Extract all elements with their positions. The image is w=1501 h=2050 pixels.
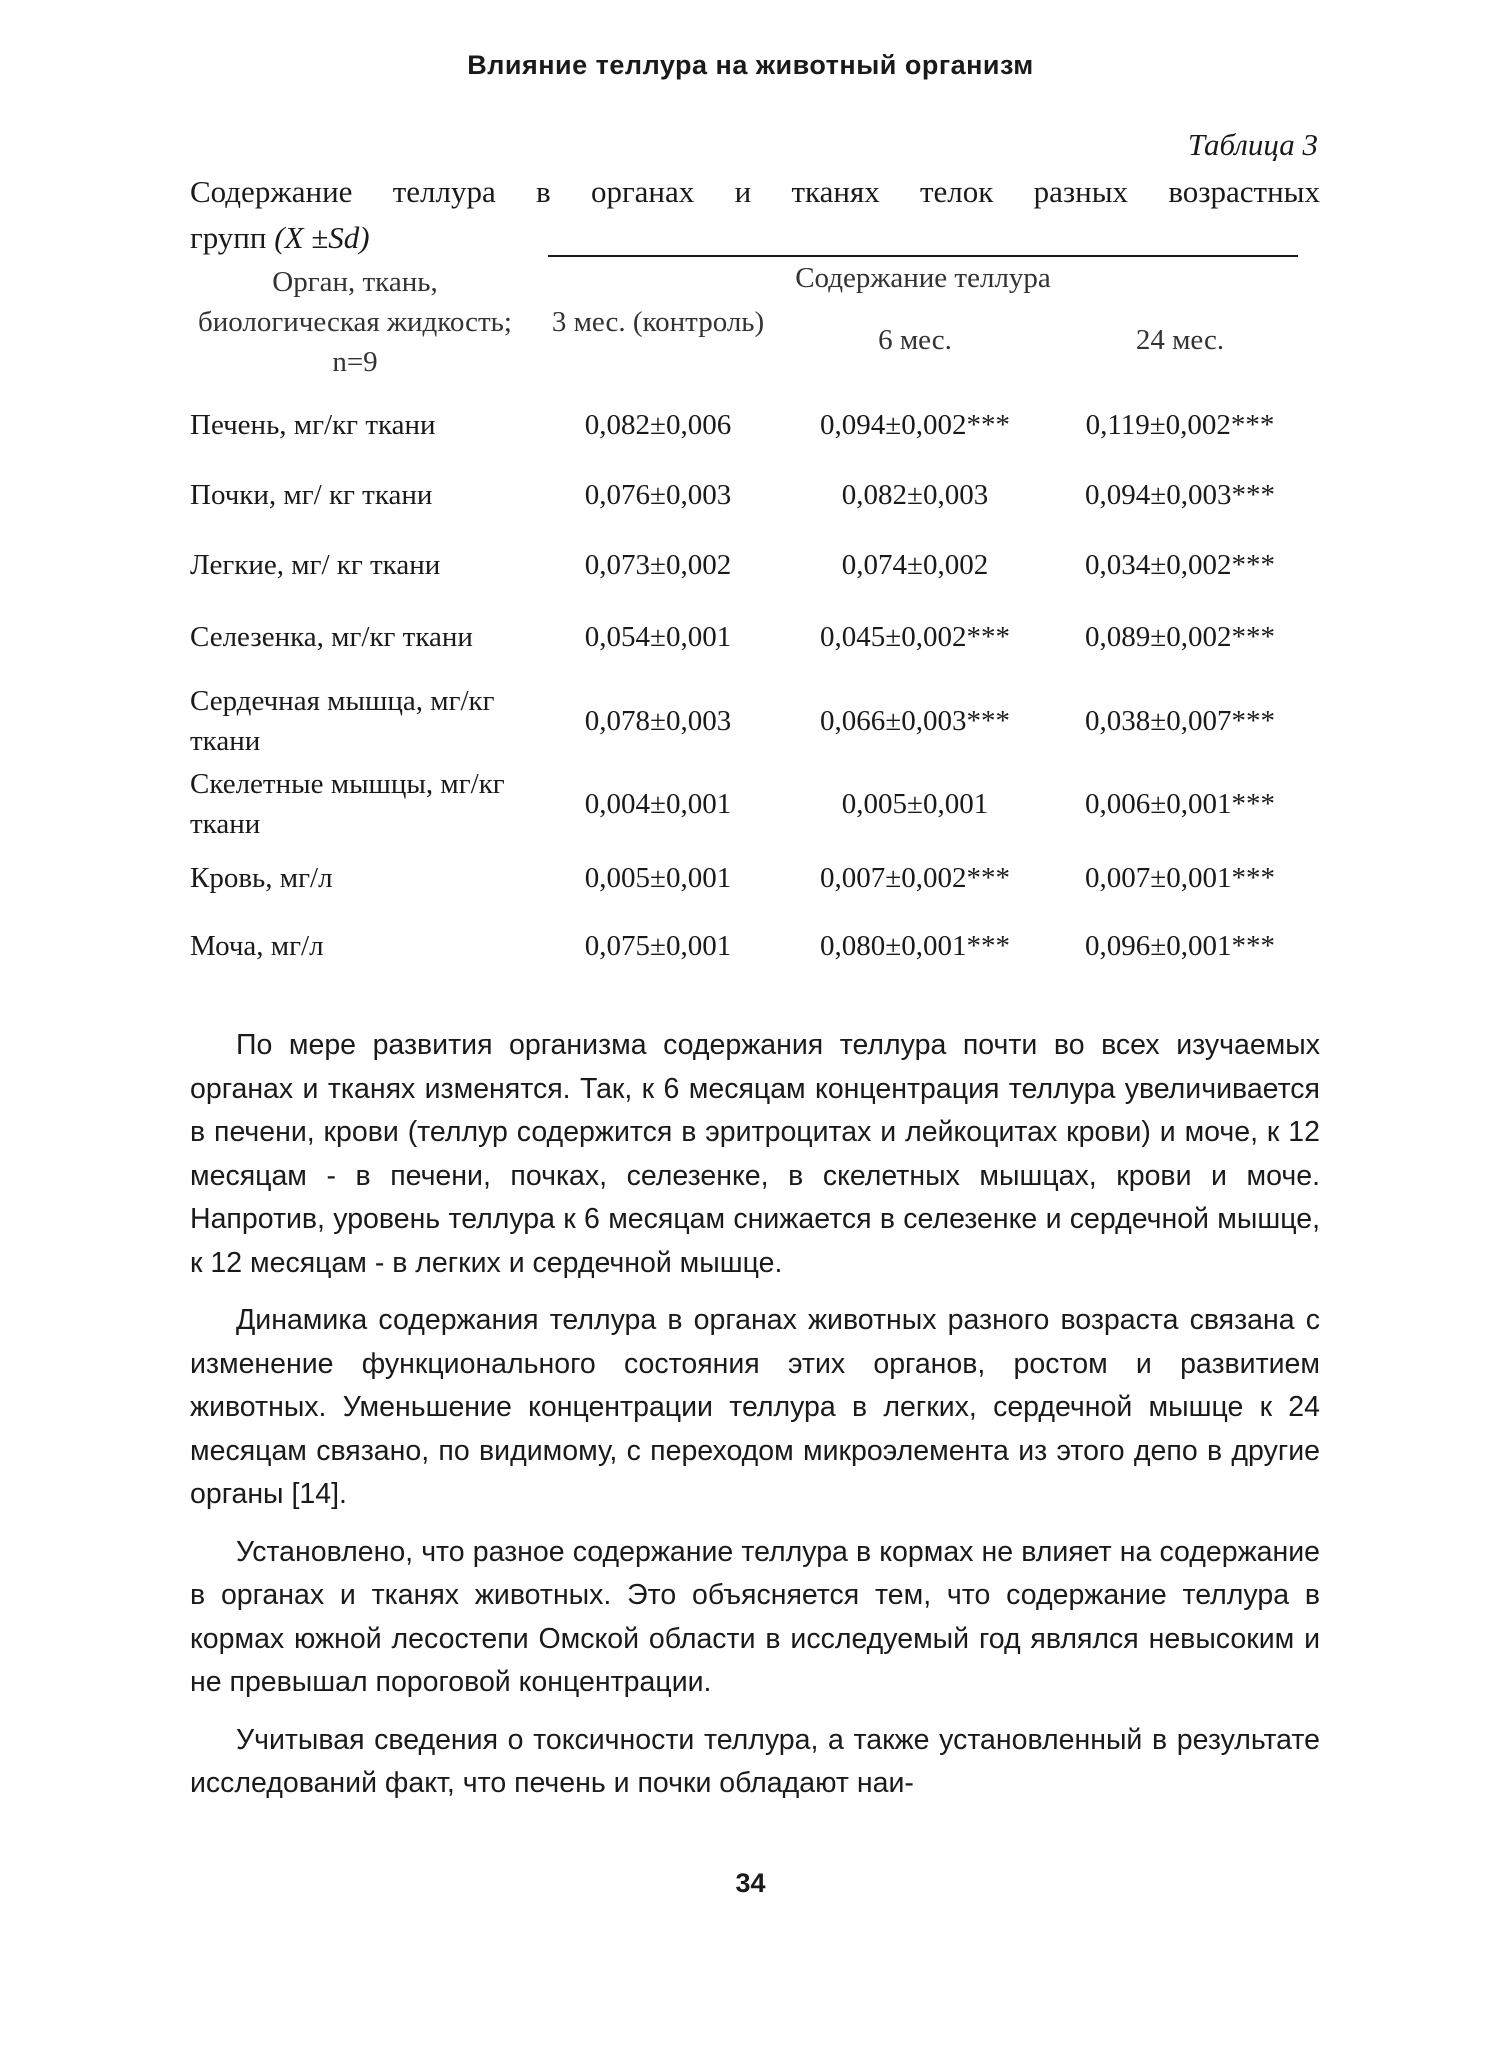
table-row [0,395,1501,455]
paragraph: Установлено, что разное содержание теллура в кормах не влияет на содержание в органах и тканях животных. Это объясняется тем, что содержание теллура в кормах южной лесостепи Омской области в исследуемый год являлся невысоким и не превышал пороговой концентрации. [190,1535,1320,1698]
cell-24-months: 0,089±0,002*** [1085,620,1275,653]
running-title: Влияние теллура на животный организм [467,50,1034,80]
row-organ-name: Легкие, мг/ кг ткани [190,549,441,581]
table-caption: Содержание теллура в органах и тканях телок разных возрастных [190,174,1320,209]
table-row [0,680,1501,762]
row-organ-name: Почки, мг/ кг ткани [190,479,433,511]
cell-6-months: 0,082±0,003 [841,478,989,511]
row-organ-name: Скелетные мышцы, мг/кг ткани [190,768,505,840]
caption-prefix: групп [190,220,275,255]
table-header-rule [548,255,1298,257]
table-row [0,916,1501,976]
cell-24-months: 0,096±0,001*** [1085,929,1275,962]
caption-statistic: (X ±Sd) [274,220,370,255]
table-row [0,763,1501,845]
row-organ-name: Селезенка, мг/кг ткани [190,621,473,653]
cell-3-months: 0,082±0,006 [584,408,732,441]
paragraph: По мере развития организма содержания теллура почти во всех изучаемых органах и тканях изменятся. Так, к 6 месяцам концентрация теллура увеличивается в печени, крови (теллур содержится в эритроцитах и лейкоцитах крови) и моче, к 12 месяцам - в печени, почках, селезенке, в скелетных мышцах, крови и моче. Напротив, уровень теллура к 6 месяцам снижается в селезенке и сердечной мышце, к 12 месяцам - в легких и сердечной мышце. [190,1029,1320,1279]
row-organ-name: Кровь, мг/л [190,862,333,894]
cell-3-months: 0,054±0,001 [584,620,732,653]
body-text [190,1024,1320,1820]
cell-3-months: 0,073±0,002 [584,548,732,581]
column-header-6-months: 6 мес. [878,324,952,356]
paragraph: Динамика содержания теллура в органах животных разного возраста связана с изменение функционального состояния этих органов, ростом и развитием животных. Уменьшение концентрации теллура в легких, сердечной мышце к 24 месяцам связано, по видимому, с переходом микроэлемента из этого депо в другие органы [14]. [190,1304,1320,1510]
cell-6-months: 0,074±0,002 [841,548,989,581]
cell-24-months: 0,006±0,001*** [1085,787,1275,820]
row-organ-name: Моча, мг/л [190,930,324,962]
cell-24-months: 0,119±0,002*** [1085,408,1275,441]
column-header-24-months: 24 мес. [1135,324,1225,356]
table-caption-continued [190,220,370,256]
cell-6-months: 0,066±0,003*** [820,704,1010,737]
row-organ-name: Печень, мг/кг ткани [190,409,436,441]
cell-3-months: 0,075±0,001 [584,929,732,962]
table-label: Таблица 3 [1187,127,1318,162]
cell-24-months: 0,038±0,007*** [1085,704,1275,737]
cell-3-months: 0,005±0,001 [584,861,732,894]
column-group-header: Содержание теллура [795,262,1051,294]
cell-3-months: 0,076±0,003 [584,478,732,511]
cell-24-months: 0,007±0,001*** [1085,861,1275,894]
row-organ-name: Сердечная мышца, мг/кг ткани [190,685,495,757]
column-header-3-months: 3 мес. (контроль) [551,306,765,338]
table-row [0,848,1501,908]
cell-6-months: 0,007±0,002*** [820,861,1010,894]
table-row [0,597,1501,677]
table-row [0,465,1501,525]
cell-3-months: 0,078±0,003 [584,704,732,737]
cell-6-months: 0,005±0,001 [841,787,989,820]
page-number: 34 [735,1868,766,1898]
cell-24-months: 0,034±0,002*** [1085,548,1275,581]
cell-24-months: 0,094±0,003*** [1085,478,1275,511]
column-header-organ: Орган, ткань, биологическая жидкость; n=9 [198,266,512,378]
cell-3-months: 0,004±0,001 [584,787,732,820]
cell-6-months: 0,080±0,001*** [820,929,1010,962]
cell-6-months: 0,045±0,002*** [820,620,1010,653]
paragraph: Учитывая сведения о токсичности теллура, а также установленный в результате исследований факт, что печень и почки обладают наи- [190,1723,1320,1799]
table-row [0,535,1501,595]
cell-6-months: 0,094±0,002*** [820,408,1010,441]
